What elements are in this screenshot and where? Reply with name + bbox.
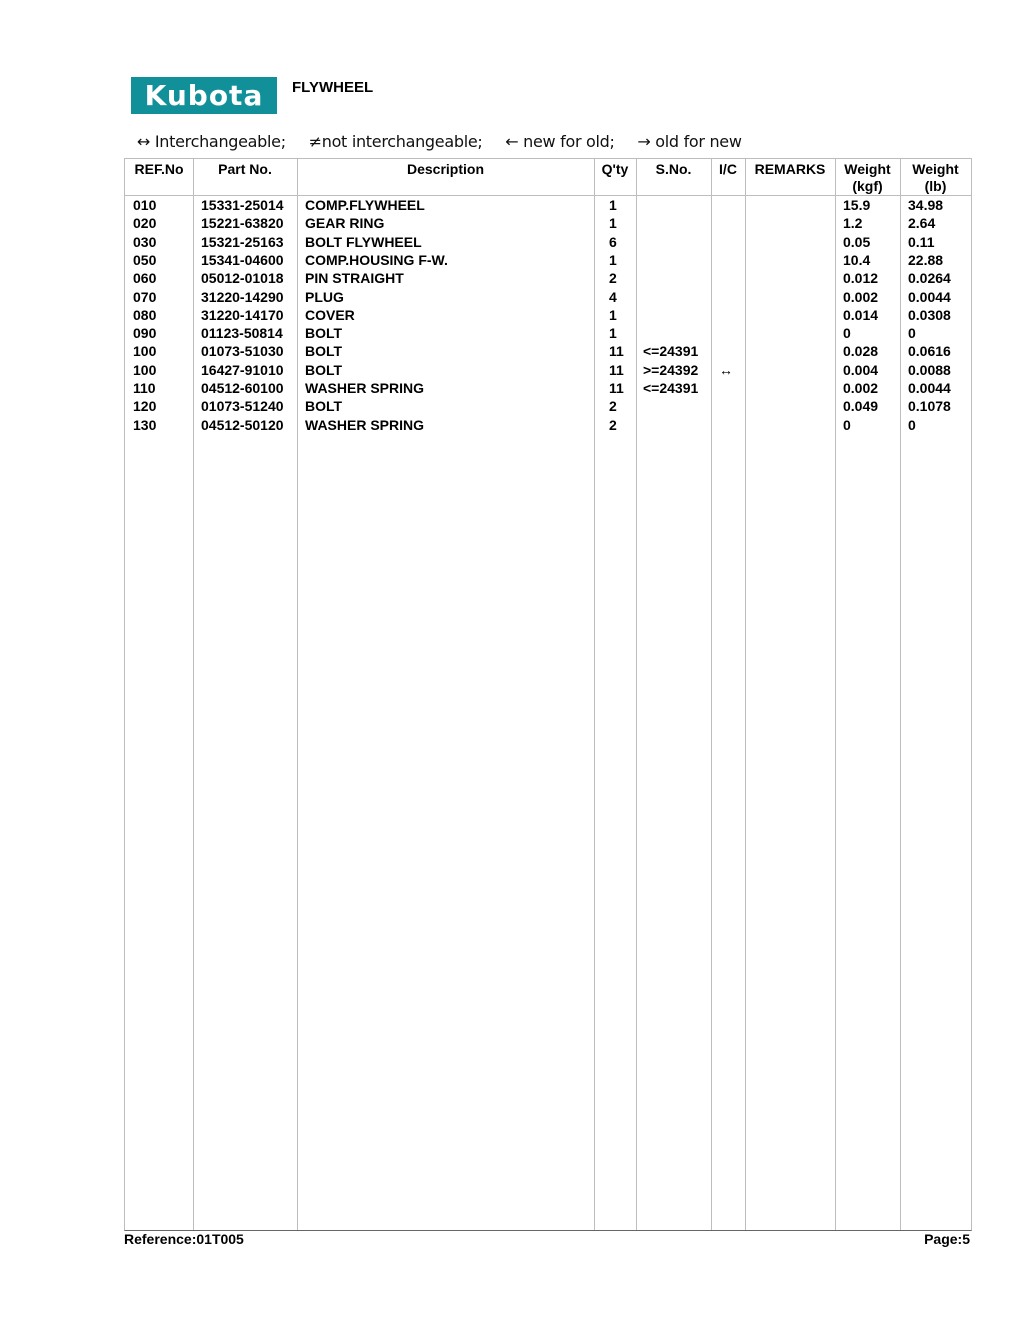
cell-ref: 050: [133, 251, 157, 268]
cell-weight-kgf: 15.9: [843, 197, 871, 213]
cell-description: BOLT: [305, 325, 343, 342]
cell-ref: 080: [133, 306, 157, 323]
cell-ref: 100: [133, 361, 157, 378]
cell-ref: 120: [133, 398, 157, 415]
cell-qty: 1: [609, 215, 617, 232]
cell-description: COVER: [305, 306, 355, 323]
cell-weight-lb: 0.0044: [908, 380, 951, 396]
cell-ref: 060: [133, 270, 157, 287]
interchangeability-legend: [137, 132, 760, 151]
cell-weight-kgf: 0.002: [843, 380, 879, 396]
cell-weight-lb: 0: [908, 325, 916, 342]
cell-ref: 070: [133, 288, 157, 305]
cell-qty: 1: [609, 325, 617, 342]
cell-weight-lb: 0.1078: [908, 398, 951, 415]
cell-sno: <=24391: [643, 343, 699, 360]
cell-part-no: 05012-01018: [201, 270, 284, 287]
cell-ref: 030: [133, 233, 157, 250]
cell-description: BOLT: [305, 398, 343, 415]
cell-qty: 2: [609, 270, 617, 287]
header-sno: S.No.: [655, 161, 692, 177]
cell-weight-lb: 0.0616: [908, 343, 951, 360]
legend-new-for-old: ← new for old;: [505, 132, 615, 151]
cell-description: WASHER SPRING: [305, 380, 425, 396]
cell-weight-kgf: 0.004: [843, 361, 879, 378]
cell-weight-kgf: 0.002: [843, 288, 879, 305]
cell-part-no: 01123-50814: [201, 325, 283, 342]
cell-description: PIN STRAIGHT: [305, 270, 404, 287]
cell-ref: 090: [133, 325, 157, 342]
parts-table: [124, 158, 972, 1231]
cell-weight-kgf: 0: [843, 416, 851, 433]
cell-weight-lb: 0.0044: [908, 288, 951, 305]
cell-weight-lb: 34.98: [908, 197, 944, 213]
cell-weight-kgf: 0: [843, 325, 851, 342]
header-part-no: Part No.: [218, 161, 272, 177]
cell-weight-lb: 0.0308: [908, 306, 951, 323]
page-number: Page:5: [924, 1231, 970, 1247]
cell-description: BOLT: [305, 361, 343, 378]
header-ic: I/C: [719, 161, 737, 177]
cell-qty: 4: [609, 288, 617, 305]
column-divider: [297, 159, 298, 1230]
cell-ref: 010: [133, 197, 157, 213]
cell-description: PLUG: [305, 288, 344, 305]
cell-ref: 130: [133, 416, 157, 433]
header-remarks: REMARKS: [754, 161, 826, 177]
cell-description: COMP.HOUSING F-W.: [305, 251, 448, 268]
kubota-logo-text: Kubota: [144, 80, 264, 111]
header-description: Description: [406, 161, 484, 177]
column-divider: [745, 159, 746, 1230]
cell-part-no: 15331-25014: [201, 197, 284, 213]
cell-part-no: 31220-14170: [201, 306, 284, 323]
column-divider: [711, 159, 712, 1230]
legend-not-interchangeable: ≠not interchangeable;: [308, 132, 483, 151]
cell-ref: 110: [133, 380, 156, 396]
cell-part-no: 16427-91010: [201, 361, 284, 378]
column-divider: [193, 159, 194, 1230]
cell-part-no: 15321-25163: [201, 233, 284, 250]
cell-qty: 11: [609, 361, 624, 378]
cell-weight-kgf: 1.2: [843, 215, 863, 232]
cell-qty: 1: [609, 306, 617, 323]
cell-qty: 11: [609, 343, 624, 360]
cell-ref: 100: [133, 343, 157, 360]
cell-part-no: 31220-14290: [201, 288, 284, 305]
cell-sno: <=24391: [643, 380, 699, 396]
column-divider: [594, 159, 595, 1230]
cell-weight-kgf: 0.028: [843, 343, 879, 360]
cell-description: BOLT FLYWHEEL: [305, 233, 422, 250]
cell-weight-kgf: 0.012: [843, 270, 879, 287]
cell-qty: 2: [609, 416, 617, 433]
cell-weight-lb: 22.88: [908, 251, 944, 268]
cell-ref: 020: [133, 215, 157, 232]
cell-description: COMP.FLYWHEEL: [305, 197, 425, 213]
page-title: FLYWHEEL: [292, 79, 374, 96]
kubota-logo-mark: [136, 81, 272, 111]
header-qty: Q'ty: [601, 161, 629, 177]
cell-weight-lb: 2.64: [908, 215, 936, 232]
cell-qty: 1: [609, 251, 617, 268]
cell-weight-lb: 0.0088: [908, 361, 951, 378]
cell-part-no: 15221-63820: [201, 215, 284, 232]
cell-sno: >=24392: [643, 361, 699, 378]
legend-interchangeable: ↔ Interchangeable;: [137, 132, 286, 151]
cell-qty: 1: [609, 197, 617, 213]
header-weight-lb: Weight (lb): [912, 161, 959, 194]
cell-weight-lb: 0: [908, 416, 916, 433]
cell-weight-kgf: 0.05: [843, 233, 871, 250]
cell-description: BOLT: [305, 343, 343, 360]
cell-part-no: 01073-51030: [201, 343, 284, 360]
cell-description: GEAR RING: [305, 215, 385, 232]
cell-part-no: 15341-04600: [201, 251, 284, 268]
kubota-logo: [131, 77, 277, 114]
cell-description: WASHER SPRING: [305, 416, 425, 433]
cell-weight-lb: 0.0264: [908, 270, 951, 287]
cell-weight-kgf: 10.4: [843, 251, 871, 268]
header-ref: REF.No: [134, 161, 184, 177]
column-divider: [835, 159, 836, 1230]
reference-label: Reference:01T005: [124, 1231, 244, 1247]
cell-ic: ↔: [719, 361, 733, 378]
legend-old-for-new: → old for new: [637, 132, 742, 151]
cell-qty: 6: [609, 233, 617, 250]
cell-weight-kgf: 0.049: [843, 398, 879, 415]
cell-weight-kgf: 0.014: [843, 306, 879, 323]
cell-part-no: 04512-50120: [201, 416, 284, 433]
column-divider: [900, 159, 901, 1230]
cell-weight-lb: 0.11: [908, 233, 935, 250]
cell-part-no: 01073-51240: [201, 398, 284, 415]
cell-qty: 2: [609, 398, 617, 415]
header-weight-kgf: Weight (kgf): [844, 161, 891, 194]
cell-qty: 11: [609, 380, 624, 396]
cell-part-no: 04512-60100: [201, 380, 284, 396]
column-divider: [636, 159, 637, 1230]
